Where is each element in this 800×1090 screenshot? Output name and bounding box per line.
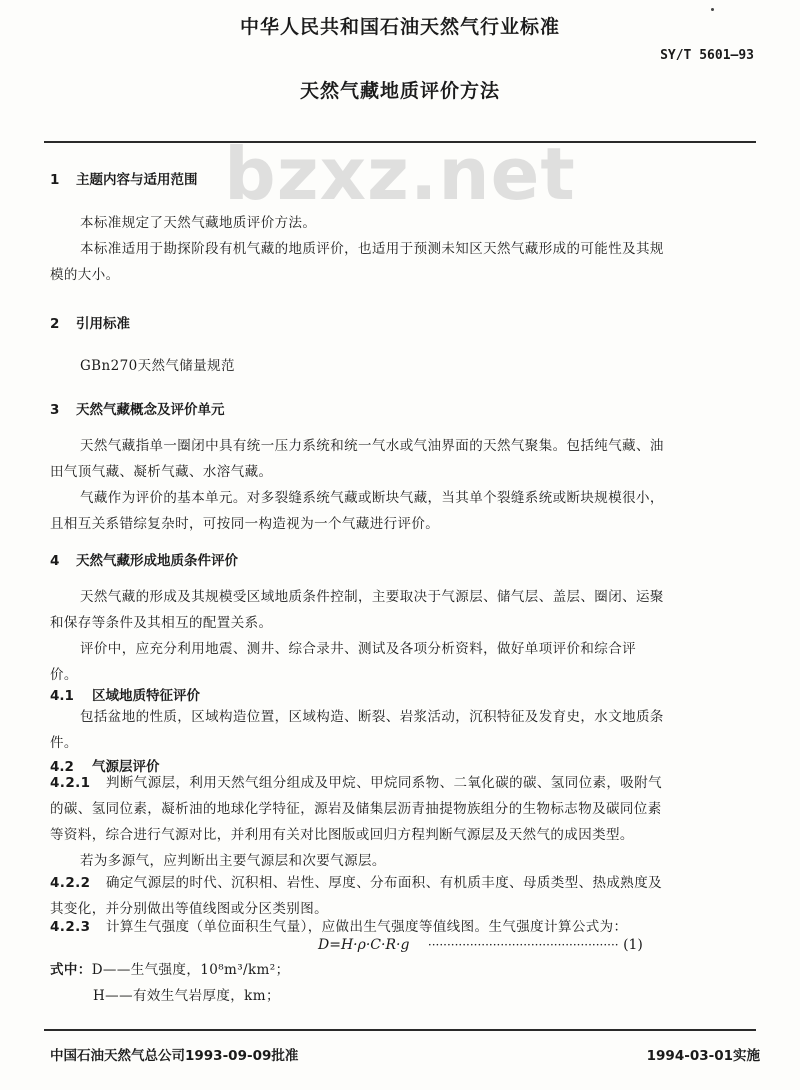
section-number: 3 xyxy=(50,402,60,418)
paragraph-line: 天然气藏指单一圈闭中具有统一压力系统和统一气水或气油界面的天然气聚集。包括纯气藏、油 xyxy=(80,438,664,454)
section-4-1-body xyxy=(50,704,762,756)
clause-text: 判断气源层，利用天然气组分组成及甲烷、甲烷同系物、二氧化碳的碳、氢同位素，吸附气 xyxy=(106,775,662,791)
paragraph-line xyxy=(50,870,762,896)
section-4-heading xyxy=(50,549,238,569)
paragraph-line: 天然气藏的形成及其规模受区域地质条件控制，主要取决于气源层、储气层、盖层、圈闭、运聚 xyxy=(80,589,664,605)
paragraph-line: 其变化，并分别做出等值线图或分区类别图。 xyxy=(50,901,328,917)
section-title: 区域地质特征评价 xyxy=(92,688,200,704)
section-title: 天然气藏形成地质条件评价 xyxy=(76,553,238,569)
paragraph: 本标准规定了天然气藏地质评价方法。 xyxy=(80,215,317,231)
section-1-heading xyxy=(50,168,198,188)
paragraph-line xyxy=(50,770,762,796)
section-4-body xyxy=(50,584,762,688)
paragraph-line: 件。 xyxy=(50,735,78,751)
section-4-1-heading xyxy=(50,684,200,704)
clause-number: 4.2.2 xyxy=(50,875,91,891)
watermark: bzxz.net xyxy=(224,132,576,216)
clause-text: 确定气源层的时代、沉积相、岩性、厚度、分布面积、有机质丰度、母质类型、热成熟度及 xyxy=(106,875,662,891)
section-number: 4 xyxy=(50,553,60,569)
paragraph-line: 的碳、氢同位素，凝析油的地球化学特征，源岩及储集层沥青抽提物族组分的生物标志物及碳同位素 xyxy=(50,801,662,817)
section-number: 4.1 xyxy=(50,688,74,704)
section-1-body xyxy=(50,210,762,288)
paragraph-line: 和保存等条件及其相互的配置关系。 xyxy=(50,615,273,631)
footer-divider xyxy=(44,1029,756,1031)
formula-line xyxy=(318,937,643,953)
section-number: 2 xyxy=(50,316,60,332)
paragraph-line: 包括盆地的性质，区域构造位置，区域构造、断裂、岩浆活动，沉积特征及发育史，水文地质条 xyxy=(80,709,664,725)
effective-date: 1994-03-01实施 xyxy=(646,1048,760,1064)
section-title: 主题内容与适用范围 xyxy=(76,172,198,188)
document-title: 天然气藏地质评价方法 xyxy=(299,80,500,102)
where-label: 式中： xyxy=(50,962,92,978)
section-number: 1 xyxy=(50,172,60,188)
section-2-body xyxy=(50,353,762,379)
section-title: 天然气藏概念及评价单元 xyxy=(76,402,225,418)
variable-definition xyxy=(50,957,289,983)
paragraph-line: 价。 xyxy=(50,667,78,683)
paragraph-line: 且相互关系错综复杂时，可按同一构造视为一个气藏进行评价。 xyxy=(50,516,440,532)
paragraph-line: 田气顶气藏、凝析气藏、水溶气藏。 xyxy=(50,464,273,480)
section-number: 4.2 xyxy=(50,759,74,775)
paragraph-line: 气藏作为评价的基本单元。对多裂缝系统气藏或断块气藏，当其单个裂缝系统或断块规模很小， xyxy=(80,490,664,506)
formula: D=H·ρ·C·R·g xyxy=(318,937,410,953)
dot-leader: ·················································· xyxy=(427,938,619,952)
issuing-body-header: 中华人民共和国石油天然气行业标准 xyxy=(239,16,560,38)
paragraph-line: 评价中，应充分利用地震、测井、综合录井、测试及各项分析资料，做好单项评价和综合评 xyxy=(80,641,636,657)
clause-text: 计算生气强度（单位面积生气量），应做出生气强度等值线图。生气强度计算公式为： xyxy=(106,919,628,935)
variable-h-definition: H——有效生气岩厚度，km； xyxy=(93,988,280,1004)
section-3-body xyxy=(50,433,762,537)
clause-number: 4.2.3 xyxy=(50,919,91,935)
section-2-heading xyxy=(50,312,130,332)
paragraph-line: 等资料，综合进行气源对比，并利用有关对比图版或回归方程判断气源层及天然气的成因类型。 xyxy=(50,827,634,843)
section-title: 引用标准 xyxy=(76,316,130,332)
approval-note: 中国石油天然气总公司1993-09-09批准 xyxy=(50,1048,299,1064)
paragraph-line: 若为多源气，应判断出主要气源层和次要气源层。 xyxy=(80,853,386,869)
referenced-standard: GBn270天然气储量规范 xyxy=(80,358,235,374)
section-3-heading xyxy=(50,398,225,418)
paragraph-line: 本标准适用于勘探阶段有机气藏的地质评价，也适用于预测未知区天然气藏形成的可能性及其规 xyxy=(80,241,664,257)
section-4-2-1-body xyxy=(50,770,762,874)
scan-speck xyxy=(711,8,714,11)
section-title: 气源层评价 xyxy=(92,759,160,775)
paragraph-line: 模的大小。 xyxy=(50,267,120,283)
variable-d-definition: D——生气强度，10⁸m³/km²； xyxy=(91,962,290,978)
equation-number: (1) xyxy=(623,937,643,953)
clause-number: 4.2.1 xyxy=(50,775,91,791)
standard-code: SY/T 5601—93 xyxy=(660,48,754,63)
